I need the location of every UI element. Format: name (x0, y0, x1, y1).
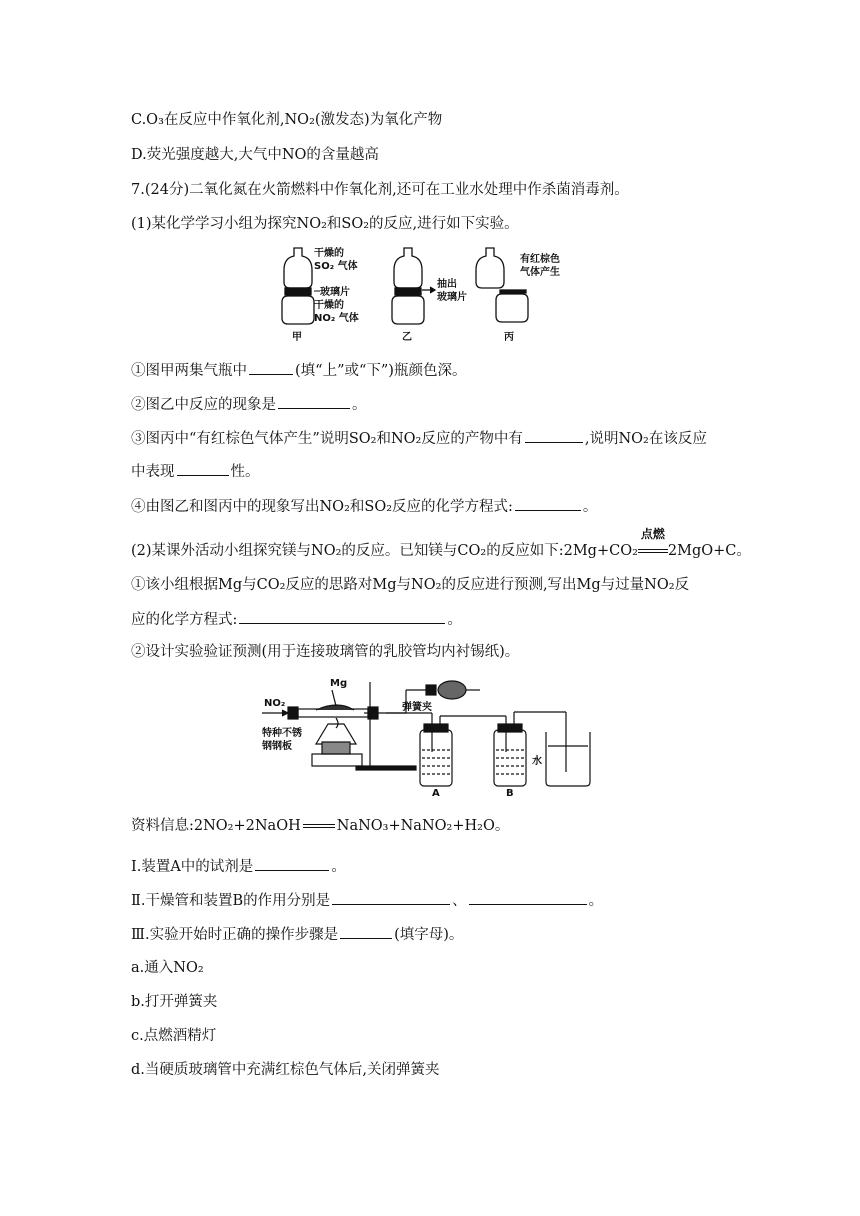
part-2-sub-2: ②设计实验验证预测(用于连接玻璃管的乳胶管均内衬锡纸)。 (131, 644, 520, 660)
option-c-step: c.点燃酒精灯 (131, 1028, 217, 1044)
fig2-no2-label: NO₂ (264, 698, 286, 709)
question-7-stem: 7.(24分)二氧化氮在火箭燃料中作氧化剂,还可在工业水处理中作杀菌消毒剂。 (131, 182, 629, 198)
gas-bottles-figure (280, 242, 600, 346)
option-a: a.通入NO₂ (131, 960, 204, 976)
fig2-b-label: B (506, 788, 514, 799)
fig1-lower-label-2: NO₂ 气体 (314, 313, 359, 324)
roman-3: Ⅲ.实验开始时正确的操作步骤是 (填字母)。 (131, 924, 463, 945)
fig1-jia-label: 甲 (292, 332, 302, 343)
fig1-bing-label: 丙 (504, 332, 514, 343)
fig1-glass-label: 玻璃片 (320, 287, 350, 298)
part-2-sub-1-cont: 应的化学方程式: 。 (131, 609, 462, 630)
sub-3-cont: 中表现 性。 (131, 461, 260, 482)
bottle-pair-jia (282, 248, 314, 324)
fig2-plate-label-2: 钢钢板 (262, 741, 292, 752)
fig1-red-gas-label-2: 气体产生 (520, 267, 560, 278)
bottle-pair-yi (392, 248, 435, 324)
fig1-pull-label-2: 玻璃片 (437, 292, 467, 303)
sub-1: ①图甲两集气瓶中 (填“上”或“下”)瓶颜色深。 (131, 360, 466, 381)
sub-2: ②图乙中反应的现象是 。 (131, 394, 367, 415)
part-1-intro: (1)某化学学习小组为探究NO₂和SO₂的反应,进行如下实验。 (131, 216, 519, 232)
fig1-pull-label: 抽出 (437, 279, 457, 290)
ignite-condition: 点燃 (638, 541, 668, 561)
part-2-sub-1: ①该小组根据Mg与CO₂反应的思路对Mg与NO₂的反应进行预测,写出Mg与过量NO₂反 (131, 577, 690, 593)
fig2-mg-label: Mg (330, 678, 348, 689)
fig1-upper-label-2: SO₂ 气体 (314, 261, 358, 272)
fig1-lower-label: 干燥的 (314, 300, 344, 311)
fig2-plate-label: 特种不锈 (262, 728, 302, 739)
roman-2: Ⅱ.干燥管和装置B的作用分别是 、 。 (131, 890, 603, 911)
option-c: C.O₃在反应中作氧化剂,NO₂(激发态)为氧化产物 (131, 112, 443, 128)
option-b: b.打开弹簧夹 (131, 994, 218, 1010)
option-d-step: d.当硬质玻璃管中充满红棕色气体后,关闭弹簧夹 (131, 1062, 440, 1078)
part-2-intro: (2)某课外活动小组探究镁与NO₂的反应。已知镁与CO₂的反应如下:2Mg+CO₂ 点燃 2MgO+C。 (131, 527, 751, 559)
fig2-clip-label: 弹簧夹 (402, 702, 432, 713)
fig2-a-label: A (432, 788, 440, 799)
info-equation: 资料信息:2NO₂+2NaOH NaNO₃+NaNO₂+H₂O。 (131, 818, 510, 834)
sub-4: ④由图乙和图丙中的现象写出NO₂和SO₂反应的化学方程式: 。 (131, 496, 597, 517)
fig2-water-label: 水 (532, 756, 542, 767)
roman-1: Ⅰ.装置A中的试剂是 。 (131, 856, 346, 877)
fig1-upper-label: 干燥的 (314, 248, 344, 259)
apparatus-figure (256, 672, 596, 800)
sub-3: ③图丙中“有红棕色气体产生”说明SO₂和NO₂反应的产物中有 ,说明NO₂在该反应 (131, 428, 707, 449)
fig1-yi-label: 乙 (402, 332, 412, 343)
option-d: D.荧光强度越大,大气中NO的含量越高 (131, 147, 379, 163)
fig1-red-gas-label: 有红棕色 (520, 254, 560, 265)
